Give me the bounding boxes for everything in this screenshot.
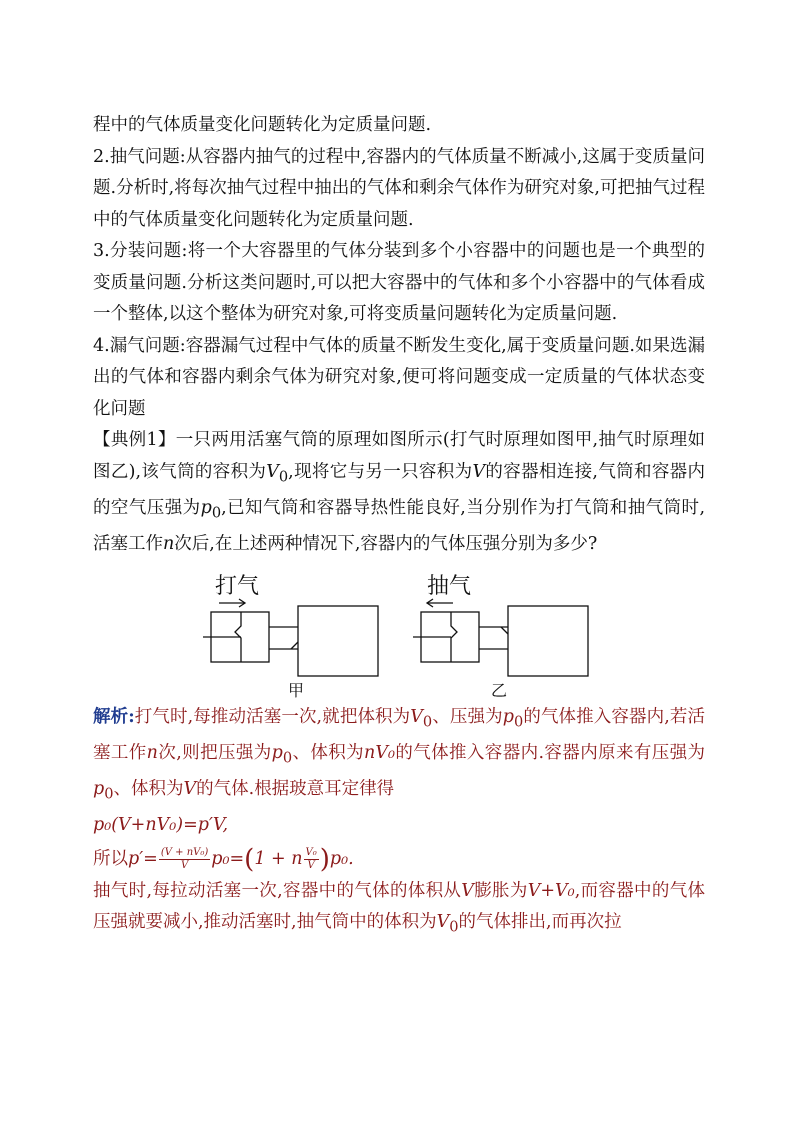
left-caption: 甲 [288, 681, 305, 700]
example-label: 【典例1】 [93, 430, 176, 450]
fraction-2: $\frac{\text{V₀}}{V}$ [305, 846, 317, 871]
right-caption: 乙 [491, 681, 508, 700]
right-container [508, 606, 588, 676]
solution-label: 解析: [93, 707, 135, 727]
paragraph-4: 4.漏气问题:容器漏气过程中气体的质量不断发生变化,属于变质量问题.如果选漏出的气体和容器内剩余气体为研究对象,便可将问题变成一定质量的气体状态变化问题 [93, 335, 705, 419]
paragraph-3: 3.分装问题:将一个大容器里的气体分装到多个小容器中的问题也是一个典型的变质量问题.分析这类问题时,可以把大容器中的气体和多个小容器中的气体看成一个整体,以这个整体为研究对象,可将变质量问题转化为定质量问题. [93, 241, 705, 324]
fraction-1: $\frac{\text{(V + nV₀)}}{V}$ [160, 846, 209, 871]
left-container [298, 606, 378, 676]
pump-diagram [93, 560, 705, 702]
equation-result: 所以p′= $\frac{\text{(V + nV₀)}}{V}$ p₀=(1 + n $\frac{\text{V₀}}{V}$ )p₀. [93, 844, 354, 874]
pump-figure [93, 560, 705, 702]
equation-boyle: p₀(V+nV₀)=p′V, [93, 815, 229, 835]
paragraph-2: 2.抽气问题:从容器内抽气的过程中,容器内的气体质量不断减小,这属于变质量问题.分析时,将每次抽气过程中抽出的气体和剩余气体作为研究对象,可把抽气过程中的气体质量变化问题转化为定质量问题. [93, 146, 705, 230]
solution-part-2: 抽气时,每拉动活塞一次,容器中的气体的体积从V膨胀为V+V₀,而容器中的气体压强就要减小,推动活塞时,抽气筒中的体积为$V_0$的气体排出,而再次拉 [93, 880, 706, 936]
right-title: 抽气 [427, 574, 472, 599]
paragraph-1: 程中的气体质量变化问题转化为定质量问题. [93, 115, 432, 135]
example-question: 【典例1】一只两用活塞气筒的原理如图所示(打气时原理如图甲,抽气时原理如图乙),该气筒的容积为$V_0$,现将它与另一只容积为V的容器相连接,气筒和容器内的空气压强为$p_0$,已知气筒和容器导热性能良好,当分别作为打气筒和抽气筒时,活塞工作n次后,在上述两种情况下,容器内的气体压强分别为多少? [93, 430, 706, 554]
solution-part-1: 解析:打气时,每推动活塞一次,就把体积为$V_0$、压强为$p_0$的气体推入容器内,若活塞工作n次,则把压强为$p_0$、体积为nV₀的气体推入容器内.容器内原来有压强为$p_0$、体积为V的气体.根据玻意耳定律得 [93, 707, 706, 803]
document-body [93, 110, 705, 943]
left-title: 打气 [215, 574, 260, 599]
